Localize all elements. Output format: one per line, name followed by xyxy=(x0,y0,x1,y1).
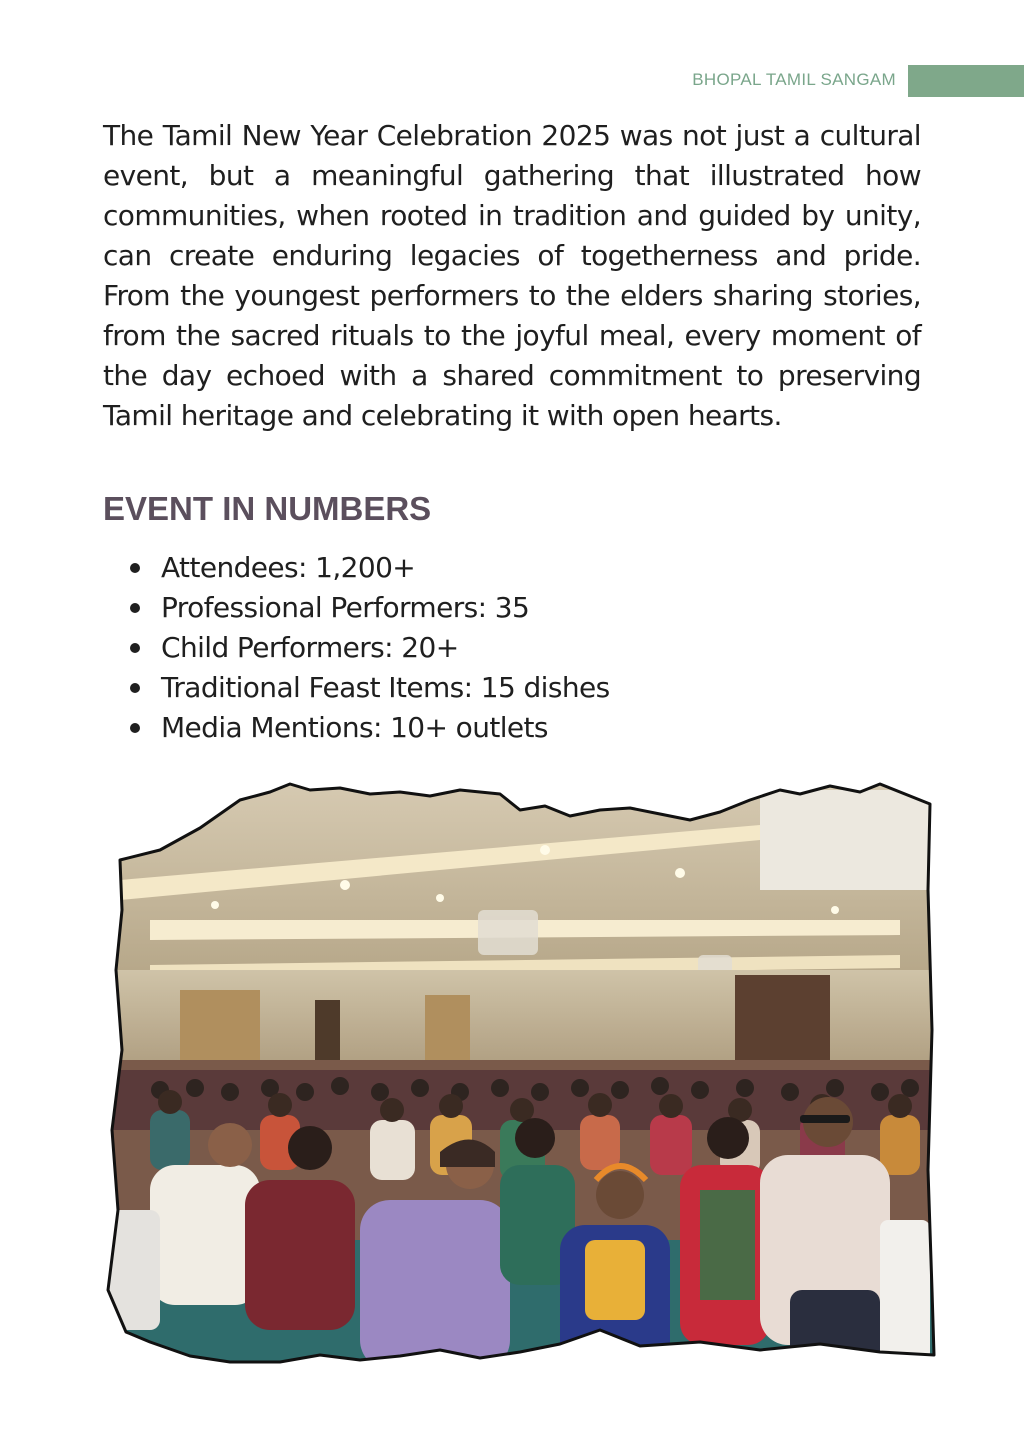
intro-paragraph: The Tamil New Year Celebration 2025 was not just a cultural event, but a meaningful gathering that illustrated how communities, when rooted in tradition and guided by unity, can create enduring legacies of togetherness and pride. From the youngest performers to the elders sharing stories, from the sacred rituals to the joyful meal, every moment of the day echoed with a shared commitment to preserving Tamil heritage and celebrating it with open hearts. xyxy=(103,119,921,432)
stat-text: Attendees: 1,200+ xyxy=(161,551,416,584)
event-photo xyxy=(0,770,1024,1390)
audience-hall-illustration xyxy=(0,770,1024,1390)
bullet-icon xyxy=(130,723,140,733)
bullet-icon xyxy=(130,643,140,653)
stat-item xyxy=(128,588,610,628)
bullet-icon xyxy=(130,683,140,693)
stat-text: Media Mentions: 10+ outlets xyxy=(161,711,548,744)
stat-item xyxy=(128,668,610,708)
bullet-icon xyxy=(130,603,140,613)
stat-item xyxy=(128,708,610,748)
stat-text: Child Performers: 20+ xyxy=(161,631,459,664)
stat-text: Traditional Feast Items: 15 dishes xyxy=(161,671,610,704)
stats-list xyxy=(128,548,610,748)
stat-item xyxy=(128,548,610,588)
stat-item xyxy=(128,628,610,668)
section-title: EVENT IN NUMBERS xyxy=(103,490,432,527)
stat-text: Professional Performers: 35 xyxy=(161,591,530,624)
bullet-icon xyxy=(130,563,140,573)
header-brand-label: BHOPAL TAMIL SANGAM xyxy=(692,70,896,89)
header-accent-bar xyxy=(908,65,1024,97)
